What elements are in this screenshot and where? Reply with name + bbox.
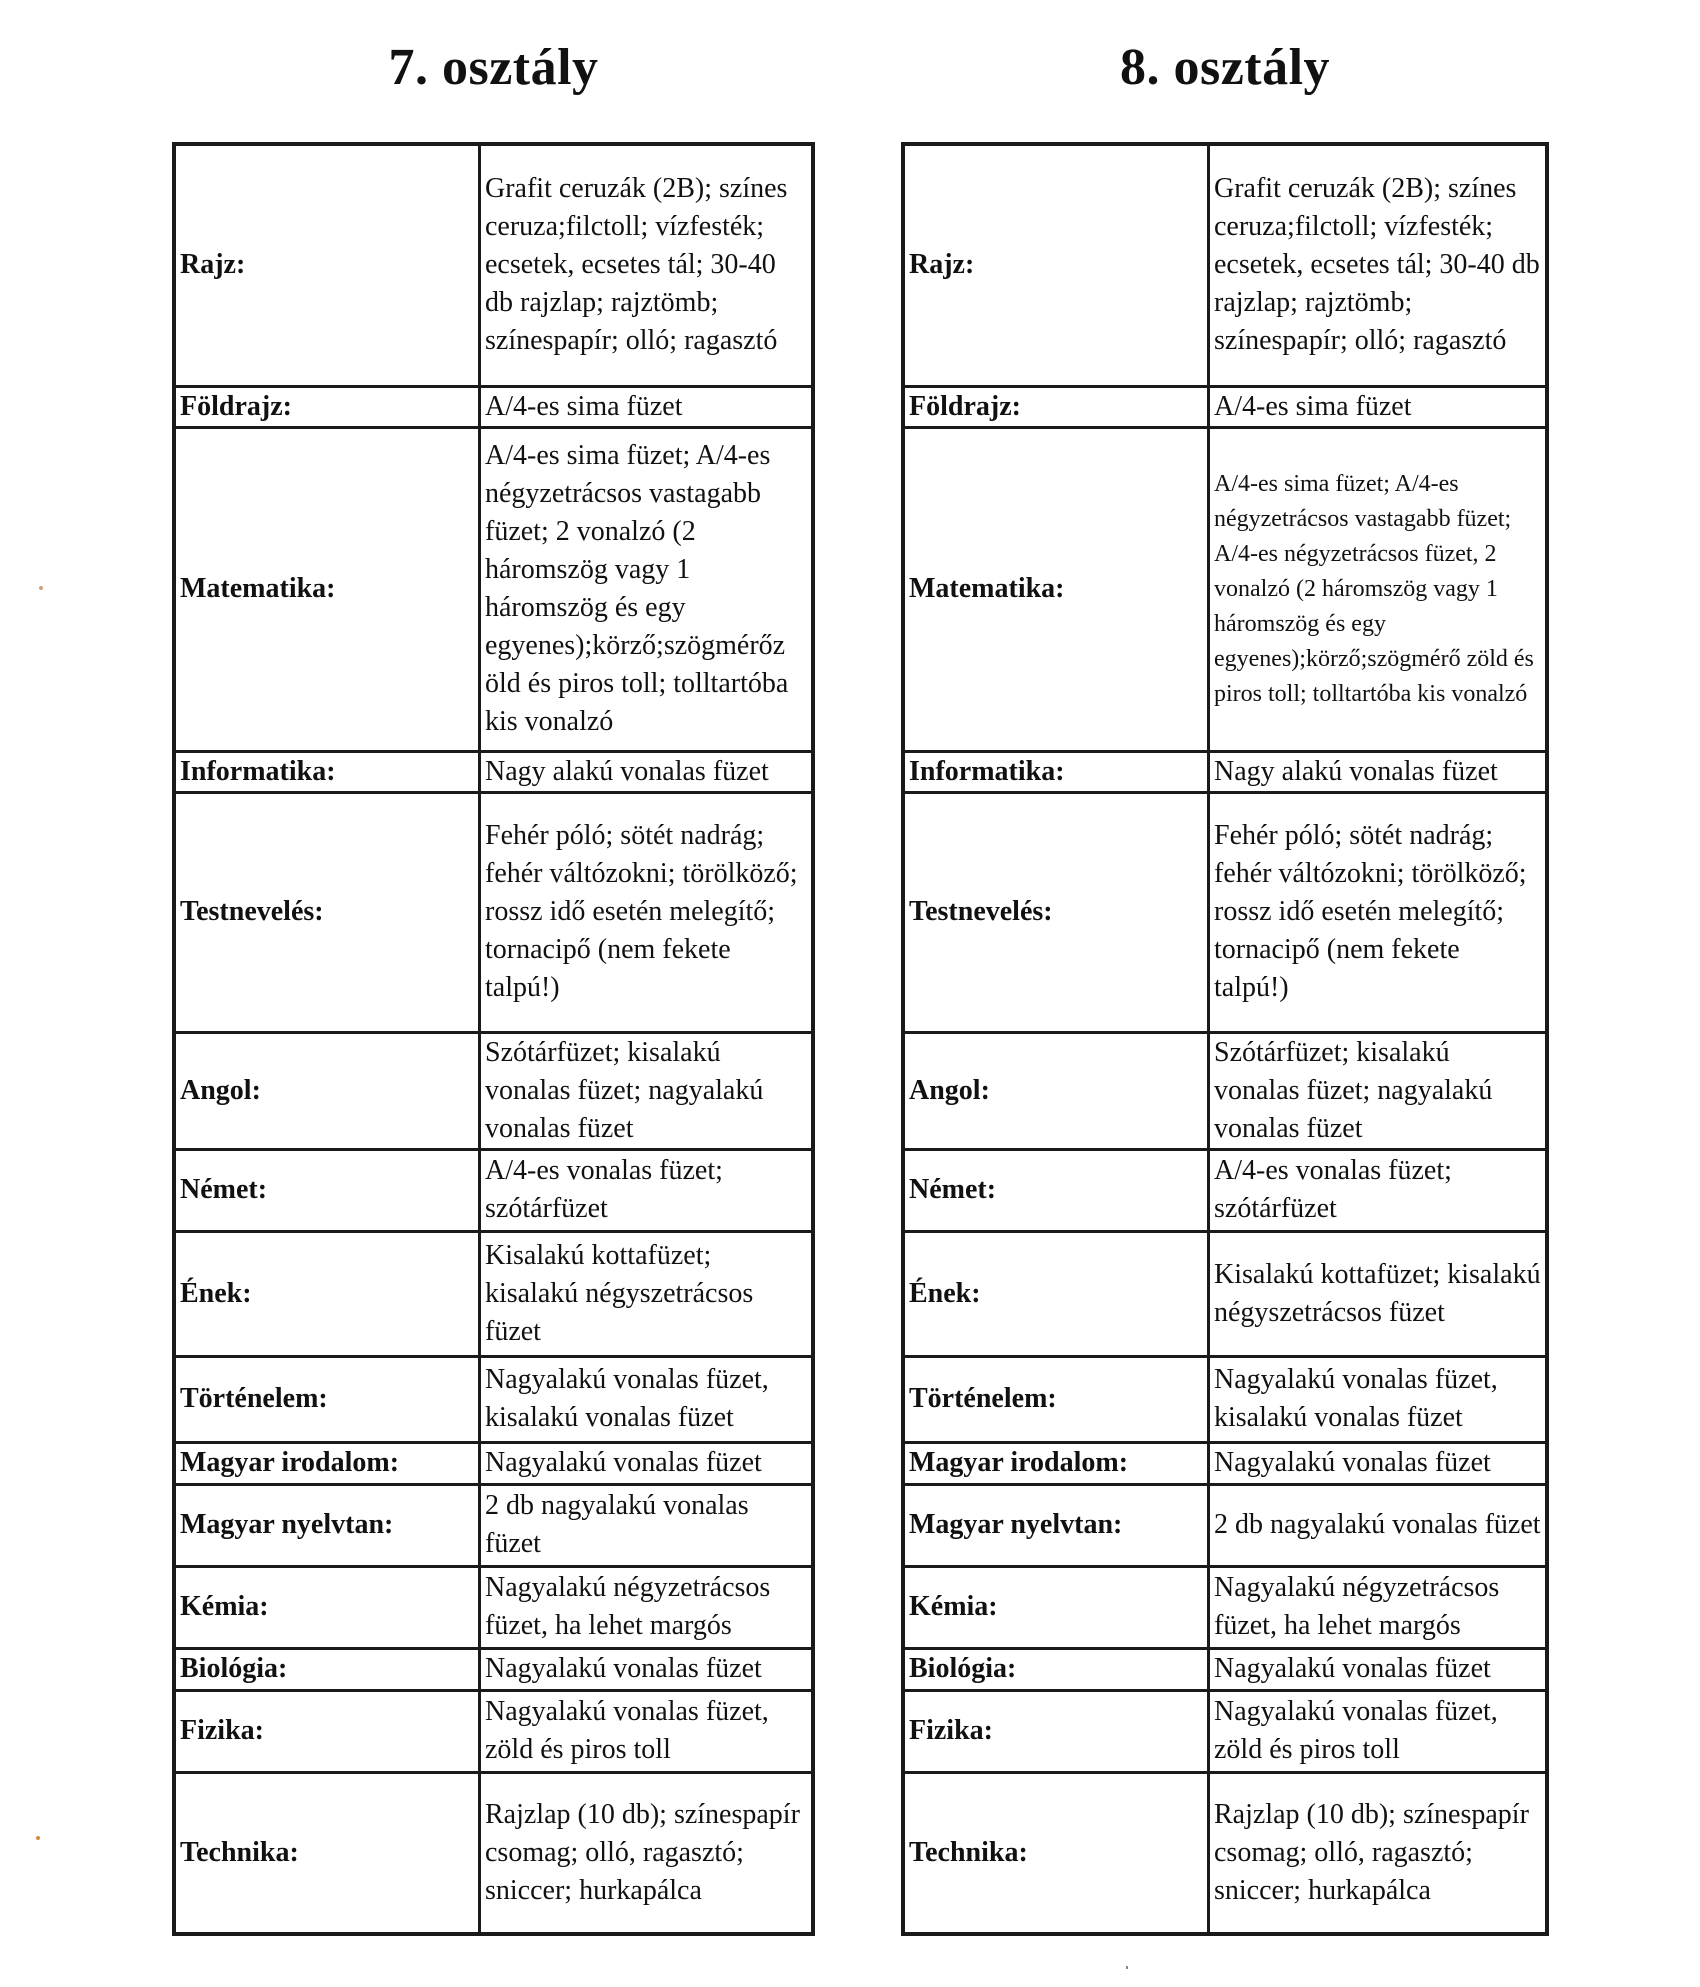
subject-label: Testnevelés: [174,792,480,1032]
subject-label: Ének: [903,1231,1209,1356]
table-row [903,1772,1547,1934]
table-row [174,1772,813,1934]
supply-list: Nagy alakú vonalas füzet [480,751,814,792]
table-row [174,1231,813,1356]
table-row [903,1484,1547,1566]
supply-list: A/4-es sima füzet [1209,386,1548,427]
subject-label: Magyar nyelvtan: [174,1484,480,1566]
subject-label: Földrajz: [174,386,480,427]
table-row [903,1149,1547,1231]
subject-label: Történelem: [903,1356,1209,1442]
table-row [174,1690,813,1772]
subject-label: Biológia: [903,1648,1209,1690]
supply-list: Nagyalakú vonalas füzet [480,1442,814,1484]
supply-list: A/4-es sima füzet; A/4-es négyzetrácsos vastagabb füzet; 2 vonalzó (2 háromszög vagy 1 háromszög és egy egyenes);körző;szögmérőz öld és piros toll; tolltartóba kis vonalzó [480,427,814,751]
supply-list: Fehér póló; sötét nadrág; fehér váltózokni; törölköző; rossz idő esetén melegítő; tornacipő (nem fekete talpú!) [1209,792,1548,1032]
subject-label: Technika: [903,1772,1209,1934]
subject-label: Ének: [174,1231,480,1356]
supply-list: A/4-es sima füzet; A/4-es négyzetrácsos vastagabb füzet; A/4-es négyzetrácsos füzet, 2 vonalzó (2 háromszög vagy 1 háromszög és egy egyenes);körző;szögmérő zöld és piros toll; tolltartóba kis vonalzó [1209,427,1548,751]
grade-8-column [901,28,1549,1936]
table-row [174,751,813,792]
subject-label: Technika: [174,1772,480,1934]
grade-7-column [172,28,815,1936]
supply-list: Fehér póló; sötét nadrág; fehér váltózokni; törölköző; rossz idő esetén melegítő; tornacipő (nem fekete talpú!) [480,792,814,1032]
table-row [903,386,1547,427]
supply-list: Nagyalakú vonalas füzet, zöld és piros toll [1209,1690,1548,1772]
scan-speck [36,1836,40,1840]
supply-list: A/4-es sima füzet [480,386,814,427]
table-row [174,1442,813,1484]
supply-list: 2 db nagyalakú vonalas füzet [1209,1484,1548,1566]
supply-list: Kisalakú kottafüzet; kisalakú négyszetrácsos füzet [1209,1231,1548,1356]
supply-list: Nagyalakú vonalas füzet [1209,1442,1548,1484]
table-row [903,1442,1547,1484]
subject-label: Testnevelés: [903,792,1209,1032]
table-row [174,427,813,751]
subject-label: Magyar nyelvtan: [903,1484,1209,1566]
subject-label: Angol: [903,1032,1209,1149]
table-row [174,1032,813,1149]
subject-label: Kémia: [903,1566,1209,1648]
supply-list: Grafit ceruzák (2B); színes ceruza;filctoll; vízfesték; ecsetek, ecsetes tál; 30-40 db rajzlap; rajztömb; színespapír; olló; ragasztó [480,144,814,386]
subject-label: Angol: [174,1032,480,1149]
supply-list: Nagyalakú négyzetrácsos füzet, ha lehet margós [480,1566,814,1648]
table-row [174,1149,813,1231]
supply-list: A/4-es vonalas füzet; szótárfüzet [480,1149,814,1231]
scan-speck [1126,1966,1128,1969]
table-row [174,1484,813,1566]
subject-label: Történelem: [174,1356,480,1442]
table-row [903,1032,1547,1149]
subject-label: Kémia: [174,1566,480,1648]
supply-list: Nagyalakú négyzetrácsos füzet, ha lehet margós [1209,1566,1548,1648]
supply-list: Nagyalakú vonalas füzet, kisalakú vonalas füzet [480,1356,814,1442]
table-row [903,1356,1547,1442]
subject-label: Rajz: [903,144,1209,386]
supply-list: Szótárfüzet; kisalakú vonalas füzet; nagyalakú vonalas füzet [480,1032,814,1149]
grade-7-title: 7. osztály [388,39,599,96]
scan-speck [39,586,43,590]
table-row [174,1356,813,1442]
table-row [174,386,813,427]
supply-list: Nagyalakú vonalas füzet, zöld és piros toll [480,1690,814,1772]
subject-label: Német: [174,1149,480,1231]
supply-list: Nagyalakú vonalas füzet [480,1648,814,1690]
table-row [903,144,1547,386]
table-row [903,1648,1547,1690]
supply-list: Rajzlap (10 db); színespapír csomag; olló, ragasztó; sniccer; hurkapálca [1209,1772,1548,1934]
table-row [903,1231,1547,1356]
subject-label: Informatika: [903,751,1209,792]
supply-list: A/4-es vonalas füzet; szótárfüzet [1209,1149,1548,1231]
table-row [174,792,813,1032]
table-row [174,1566,813,1648]
table-row [903,1566,1547,1648]
subject-label: Biológia: [174,1648,480,1690]
subject-label: Matematika: [903,427,1209,751]
supply-list: Nagyalakú vonalas füzet [1209,1648,1548,1690]
table-row [903,751,1547,792]
supply-list: Nagy alakú vonalas füzet [1209,751,1548,792]
subject-label: Fizika: [903,1690,1209,1772]
subject-label: Magyar irodalom: [903,1442,1209,1484]
grade-8-title: 8. osztály [1119,39,1331,96]
table-row [903,1690,1547,1772]
grade-7-supply-table [172,142,815,1936]
supply-list: Szótárfüzet; kisalakú vonalas füzet; nagyalakú vonalas füzet [1209,1032,1548,1149]
subject-label: Matematika: [174,427,480,751]
supply-list: 2 db nagyalakú vonalas füzet [480,1484,814,1566]
subject-label: Rajz: [174,144,480,386]
supply-list: Rajzlap (10 db); színespapír csomag; olló, ragasztó; sniccer; hurkapálca [480,1772,814,1934]
subject-label: Fizika: [174,1690,480,1772]
supply-list: Kisalakú kottafüzet; kisalakú négyszetrácsos füzet [480,1231,814,1356]
grade-8-supply-table [901,142,1549,1936]
subject-label: Német: [903,1149,1209,1231]
subject-label: Magyar irodalom: [174,1442,480,1484]
table-row [903,427,1547,751]
supply-list: Grafit ceruzák (2B); színes ceruza;filctoll; vízfesték; ecsetek, ecsetes tál; 30-40 db rajzlap; rajztömb; színespapír; olló; ragasztó [1209,144,1548,386]
table-row [174,1648,813,1690]
subject-label: Informatika: [174,751,480,792]
table-row [903,792,1547,1032]
subject-label: Földrajz: [903,386,1209,427]
table-row [174,144,813,386]
supply-list: Nagyalakú vonalas füzet, kisalakú vonalas füzet [1209,1356,1548,1442]
